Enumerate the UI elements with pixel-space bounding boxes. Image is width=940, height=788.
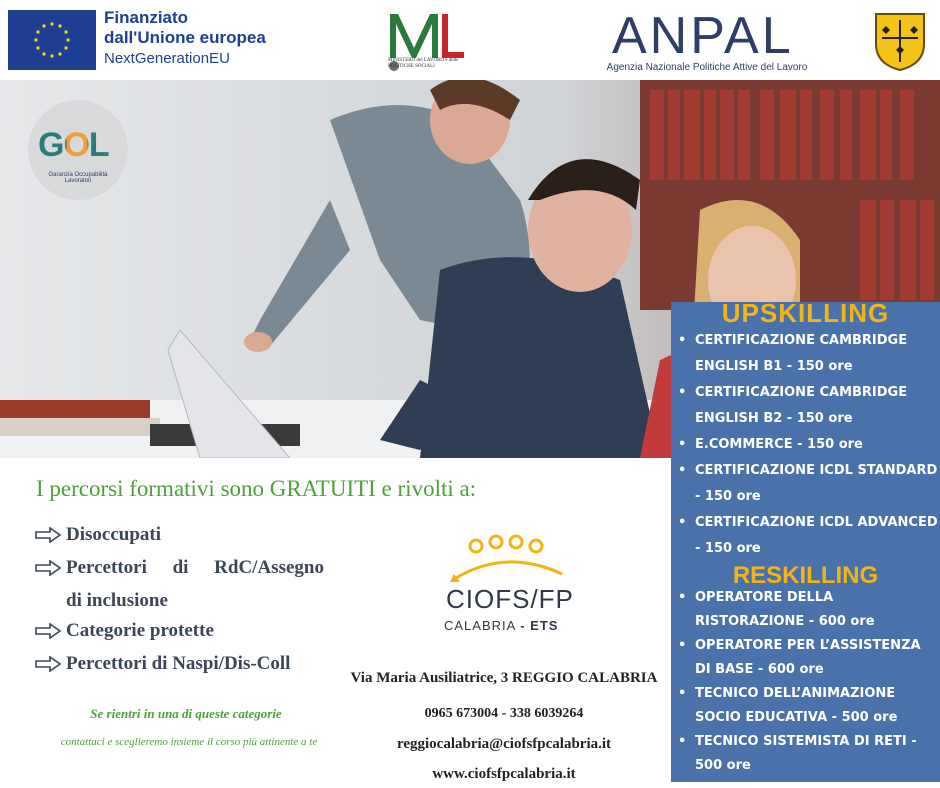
anpal-subtitle: Agenzia Nazionale Politiche Attive del Lavoro [606, 62, 808, 73]
list-item: • OPERATORE DELLA RISTORAZIONE - 600 ore [676, 586, 938, 634]
gol-subtitle: Garanzia Occupabilità Lavoratori [48, 172, 108, 184]
arrow-right-icon [34, 520, 66, 553]
arrow-right-icon [34, 649, 66, 682]
target-label: Disoccupati [66, 524, 161, 545]
target-label-part: Percettori [66, 557, 147, 578]
gol-logo-word [38, 126, 109, 165]
arrow-right-icon [34, 616, 66, 649]
arrow-right-icon [34, 553, 66, 586]
eu-funding-line2: dall'Unione europea [104, 28, 266, 47]
gol-logo-text: GOL [38, 126, 109, 164]
headline: I percorsi formativi sono GRATUITI e rivolti a: [36, 476, 477, 501]
anpal-logo-word: ANPAL [612, 7, 794, 65]
reskilling-heading: RESKILLING [732, 562, 879, 589]
eu-funding-line1: Finanziato [104, 8, 189, 27]
eu-flag-logo [8, 10, 96, 70]
target-label-part: RdC/Assegno [214, 557, 324, 578]
list-item: • E.COMMERCE - 150 ore [676, 432, 938, 458]
list-item: • TECNICO DELL’ANIMAZIONE SOCIO EDUCATIVA - 500 ore [676, 682, 938, 730]
regione-calabria-emblem [872, 10, 928, 72]
upskilling-list [676, 328, 938, 562]
upskilling-heading: UPSKILLING [721, 298, 890, 328]
cta-line1: Se rientri in una di queste categorie [90, 706, 282, 721]
list-item [34, 520, 334, 553]
target-label: di inclusione [66, 590, 168, 611]
list-item: • TECNICO SISTEMISTA DI RETI - 500 ore [676, 730, 938, 778]
ciofs-logo-word: CIOFS/FP [446, 584, 574, 614]
list-item-continuation [34, 586, 334, 616]
list-item [34, 616, 334, 649]
list-item [34, 649, 334, 682]
ciofs-region: CALABRIA [444, 618, 516, 633]
eu-funding-line3: NextGenerationEU [104, 50, 230, 67]
ministry-caption: MINISTERO del LAVORO e delle POLITICHE SOCIALI [388, 58, 459, 69]
ciofs-suffix: - ETS [520, 618, 559, 633]
target-label [66, 553, 324, 583]
address: Via Maria Ausiliatrice, 3 REGGIO CALABRIA [350, 670, 658, 686]
reskilling-list [676, 586, 938, 778]
list-item: • OPERATORE PER L’ASSISTENZA DI BASE - 600 ore [676, 634, 938, 682]
list-item [34, 553, 334, 586]
target-label: Categorie protette [66, 620, 214, 641]
phone-numbers: 0965 673004 - 338 6039264 [424, 706, 584, 721]
list-item: • CERTIFICAZIONE CAMBRIDGE ENGLISH B1 - 150 ore [676, 328, 938, 380]
email-link[interactable]: reggiocalabria@ciofsfpcalabria.it [396, 736, 612, 752]
ciofs-logo-subtitle [444, 618, 558, 633]
ciofs-figures-icon [446, 534, 570, 584]
target-label-part: di [172, 557, 189, 578]
eu-funding-text [104, 8, 266, 70]
list-item: • CERTIFICAZIONE CAMBRIDGE ENGLISH B2 - 150 ore [676, 380, 938, 432]
list-item: • CERTIFICAZIONE ICDL STANDARD - 150 ore [676, 458, 938, 510]
website-link[interactable]: www.ciofsfpcalabria.it [432, 766, 576, 782]
list-item: • CERTIFICAZIONE ICDL ADVANCED - 150 ore [676, 510, 938, 562]
cta-line2: contattaci e sceglieremo insieme il corso più attinente a te [60, 736, 318, 748]
target-list [34, 520, 334, 682]
target-label: Percettori di Naspi/Dis-Coll [66, 653, 291, 674]
